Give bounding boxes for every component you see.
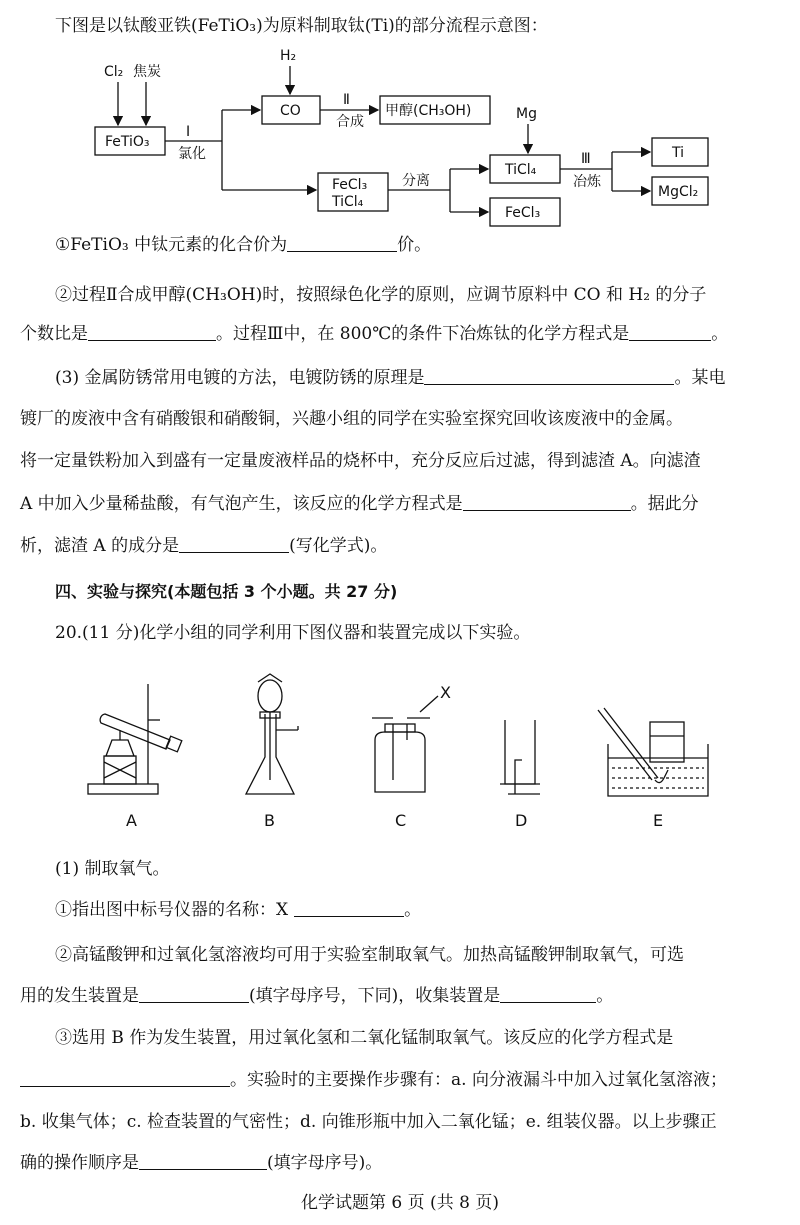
- intro-text: 下图是以钛酸亚铁(FeTiO₃)为原料制取钛(Ti)的部分流程示意图：: [55, 16, 548, 36]
- p1c-text-b: 。实验时的主要操作步骤有：a. 向分液漏斗中加入过氧化氢溶液；: [230, 1070, 727, 1090]
- p1a-blank[interactable]: [294, 898, 404, 917]
- flow-step2: Ⅱ: [343, 92, 350, 108]
- flow-step1-label: 氯化: [178, 146, 206, 162]
- q3-text-b: 。某电: [674, 368, 726, 388]
- q2-text-c: 。过程Ⅲ中，在 800℃的条件下冶炼钛的化学方程式是: [216, 324, 630, 344]
- apparatus-figure: [0, 662, 800, 842]
- label-A: A: [126, 811, 137, 830]
- flow-fetio3: FeTiO₃: [105, 134, 150, 150]
- q3-blank-2[interactable]: [463, 492, 631, 511]
- label-X: X: [440, 683, 451, 702]
- q3-line1: [55, 366, 725, 390]
- q3-line4: [20, 492, 699, 516]
- label-B: B: [264, 811, 275, 830]
- label-E: E: [653, 811, 664, 830]
- p1c-text-e: (填字母序号)。: [267, 1153, 383, 1173]
- flow-step3-label: 冶炼: [573, 174, 601, 190]
- q3-blank-3[interactable]: [179, 534, 289, 553]
- flow-methanol: 甲醇(CH₃OH): [385, 103, 472, 119]
- p1c-line3: b. 收集气体；c. 检查装置的气密性；d. 向锥形瓶中加入二氧化锰；e. 组装仪器。以上步骤正: [20, 1112, 717, 1132]
- q2-text-d: 。: [711, 324, 729, 344]
- q1-text-b: 价。: [397, 235, 432, 255]
- flow-coke: 焦炭: [133, 64, 161, 80]
- flow-step2-label: 合成: [336, 114, 364, 130]
- flow-fecl3-a: FeCl₃: [332, 177, 368, 193]
- flow-h2: H₂: [280, 48, 297, 64]
- p1c-text-d: 确的操作顺序是: [20, 1153, 139, 1173]
- q2-blank-1[interactable]: [88, 322, 216, 341]
- flow-ti: Ti: [672, 145, 685, 161]
- p1c-line2: [20, 1068, 727, 1092]
- q2-line1: ②过程Ⅱ合成甲醇(CH₃OH)时，按照绿色化学的原则，应调节原料中 CO 和 H₂ 的分子: [55, 285, 707, 305]
- p1b-blank-1[interactable]: [139, 984, 249, 1003]
- flow-ticl4: TiCl₄: [505, 162, 537, 178]
- p1c-blank-2[interactable]: [139, 1151, 267, 1170]
- label-D: D: [515, 811, 528, 830]
- p1b-text-b: 用的发生装置是: [20, 986, 139, 1006]
- p1c-line1: ③选用 B 作为发生装置，用过氧化氢和二氧化锰制取氧气。该反应的化学方程式是: [55, 1028, 674, 1048]
- flow-mg: Mg: [516, 106, 537, 122]
- flow-step3: Ⅲ: [581, 151, 591, 167]
- q3-text-h: (写化学式)。: [289, 536, 388, 556]
- q1-text-a: ①FeTiO₃ 中钛元素的化合价为: [55, 235, 288, 255]
- q2-text-b: 个数比是: [20, 324, 88, 344]
- q3-text-a: (3) 金属防锈常用电镀的方法，电镀防锈的原理是: [55, 368, 425, 388]
- p1c-line4: [20, 1151, 382, 1175]
- p1b-text-c: (填字母序号，下同)，收集装置是: [249, 986, 501, 1006]
- p1-text: (1) 制取氧气。: [55, 859, 170, 879]
- q3-text-g: 析，滤渣 A 的成分是: [20, 536, 180, 556]
- flow-fecl3: FeCl₃: [505, 205, 541, 221]
- q20-text: 20.(11 分)化学小组的同学利用下图仪器和装置完成以下实验。: [55, 623, 531, 643]
- flow-co: CO: [280, 103, 301, 119]
- flow-separate: 分离: [402, 173, 430, 189]
- q3-line2: 镀厂的废液中含有硝酸银和硝酸铜，兴趣小组的同学在实验室探究回收该废液中的金属。: [20, 409, 683, 429]
- flow-cl2: Cl₂: [104, 64, 124, 80]
- flow-step1: Ⅰ: [186, 124, 191, 140]
- q3-blank-1[interactable]: [424, 366, 674, 385]
- label-C: C: [395, 811, 407, 830]
- q3-line5: [20, 534, 387, 558]
- p1a-text-b: 。: [404, 900, 422, 920]
- p1b-text-d: 。: [596, 986, 614, 1006]
- page-footer: 化学试题第 6 页 (共 8 页): [301, 1193, 499, 1213]
- p1b-line1: ②高锰酸钾和过氧化氢溶液均可用于实验室制取氧气。加热高锰酸钾制取氧气，可选: [55, 945, 684, 965]
- p1c-blank-1[interactable]: [20, 1068, 230, 1087]
- p1b-blank-2[interactable]: [500, 984, 596, 1003]
- p1b-line2: [20, 984, 613, 1008]
- q3-line3: 将一定量铁粉加入到盛有一定量废液样品的烧杯中，充分反应后过滤，得到滤渣 A。向滤渣: [20, 451, 701, 471]
- q2-line2: [20, 322, 728, 346]
- q3-text-f: 。据此分: [630, 494, 699, 514]
- q3-text-e: A 中加入少量稀盐酸，有气泡产生，该反应的化学方程式是: [20, 494, 463, 514]
- q2-blank-2[interactable]: [629, 322, 711, 341]
- q1-line: [55, 233, 431, 257]
- flow-ticl4-a: TiCl₄: [332, 194, 364, 210]
- section4-heading: 四、实验与探究(本题包括 3 个小题。共 27 分): [55, 582, 398, 601]
- flow-mgcl2: MgCl₂: [658, 184, 699, 200]
- p1a-text-a: ①指出图中标号仪器的名称：X: [55, 900, 289, 920]
- q1-blank[interactable]: [287, 233, 397, 252]
- p1a-line: [55, 898, 421, 922]
